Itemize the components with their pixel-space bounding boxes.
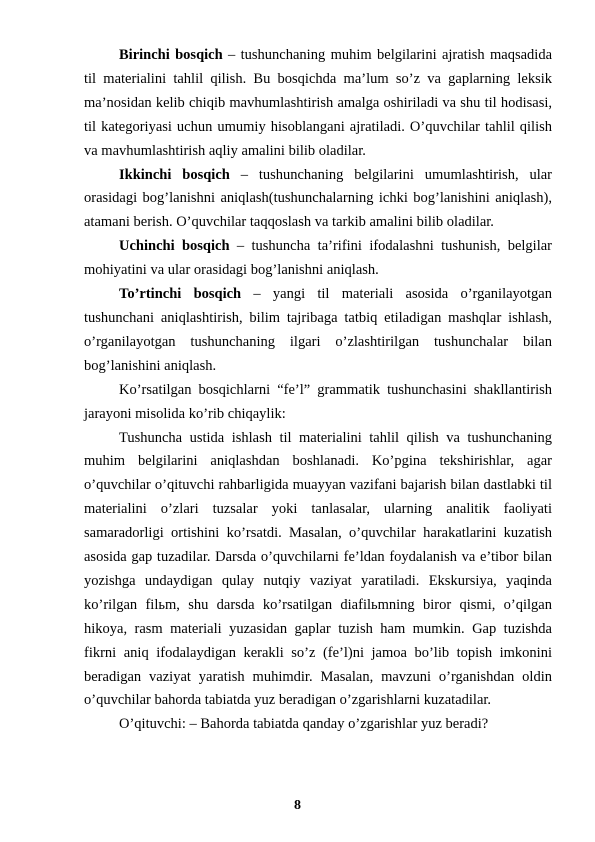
paragraph-stage-1 — [84, 44, 552, 164]
teacher-question-text: O’qituvchi: – Bahorda tabiatda qanday o’zgarishlar yuz beradi? — [119, 716, 489, 733]
stage-2-text: – tushunchaning belgilarini umumlashtirish, ular orasidagi bog’lanishni aniqlash(tushunchalarning ichki bog’lanishini aniqlash), atamani berish. O’quvchilar taqqoslash va tarkib amalini bilib oladilar. — [84, 166, 552, 231]
paragraph-stage-2 — [84, 164, 552, 236]
document-body — [84, 44, 552, 737]
stage-4-text: – yangi til materiali asosida o’rganilayotgan tushunchani aniqlashtirish, bilim tajribaga tatbiq etiladigan mashqlar ishlash, o’rganilayotgan tushunchaning ilgari o’zlashtirilgan tushunchalar bilan bog’lanishini aniqlash. — [84, 286, 552, 374]
stage-1-heading: Birinchi bosqich — [119, 47, 223, 63]
paragraph-intro-example — [84, 379, 552, 427]
stage-2-heading: Ikkinchi bosqich — [119, 166, 230, 183]
intro-example-text: Ko’rsatilgan bosqichlarni “fe’l” grammatik tushunchasini shakllantirish jarayoni misolida ko’rib chiqaylik: — [84, 381, 552, 422]
stage-3-text: – tushuncha ta’rifini ifodalashni tushunish, belgilar mohiyatini va ular orasidagi bog’lanishni aniqlash. — [84, 238, 552, 279]
page-number: 8 — [294, 798, 301, 813]
paragraph-example-body — [84, 427, 552, 714]
paragraph-stage-3 — [84, 235, 552, 283]
paragraph-stage-4 — [84, 283, 552, 379]
example-body-text: Tushuncha ustida ishlash til materialini tahlil qilish va tushunchaning muhim belgilarini aniqlashdan boshlanadi. Ko’pgina tekshirishlar, agar o’quvchilar o’qituvchi rahbarligida muayyan vazifani bajarish bilan dastlabki til materialini o’zlari tuzsalar yoki tanlasalar, ularning analitik faoliyati samaradorligi ortishini ko’rsatdi. Masalan, o’quvchilar harakatlarini kuzatish asosida gap tuzadilar. Darsda o’quvchilarni fe’ldan foydalanish va e’tibor bilan yozishga undaydigan qulay nutqiy vaziyat yaratiladi. Ekskursiya, yaqinda ko’rilgan filьm, shu darsda ko’rsatilgan diafilьmning biror qismi, o’qilgan hikoya, rasm materiali yuzasidan gaplar tuzish ham mumkin. Gap tuzishda fikrni aniq ifodalaydigan kerakli so’z (fe’l)ni jamoa bo’lib topish imkonini beradigan vaziyat yaratish muhimdir. Masalan, mavzuni o’rganishdan oldin o’quvchilar bahorda tabiatda yuz beradigan o’zgarishlarni kuzatadilar. — [84, 429, 552, 709]
stage-1-text: – tushunchaning muhim belgilarini ajratish maqsadida til materialini tahlil qilish. Bu bosqichda ma’lum so’z va gaplarning leksik ma’nosidan kelib chiqib mavhumlashtirish amalga oshiriladi va shu til hodisasi, til kategoriyasi uchun umumiy hisoblangani ajratiladi. O’quvchilar tahlil qilish va mavhumlashtirish aqliy amalini bilib oladilar. — [84, 47, 553, 159]
paragraph-teacher-question — [84, 713, 552, 737]
stage-3-heading: Uchinchi bosqich — [119, 238, 230, 255]
stage-4-heading: To’rtinchi bosqich — [119, 286, 242, 303]
